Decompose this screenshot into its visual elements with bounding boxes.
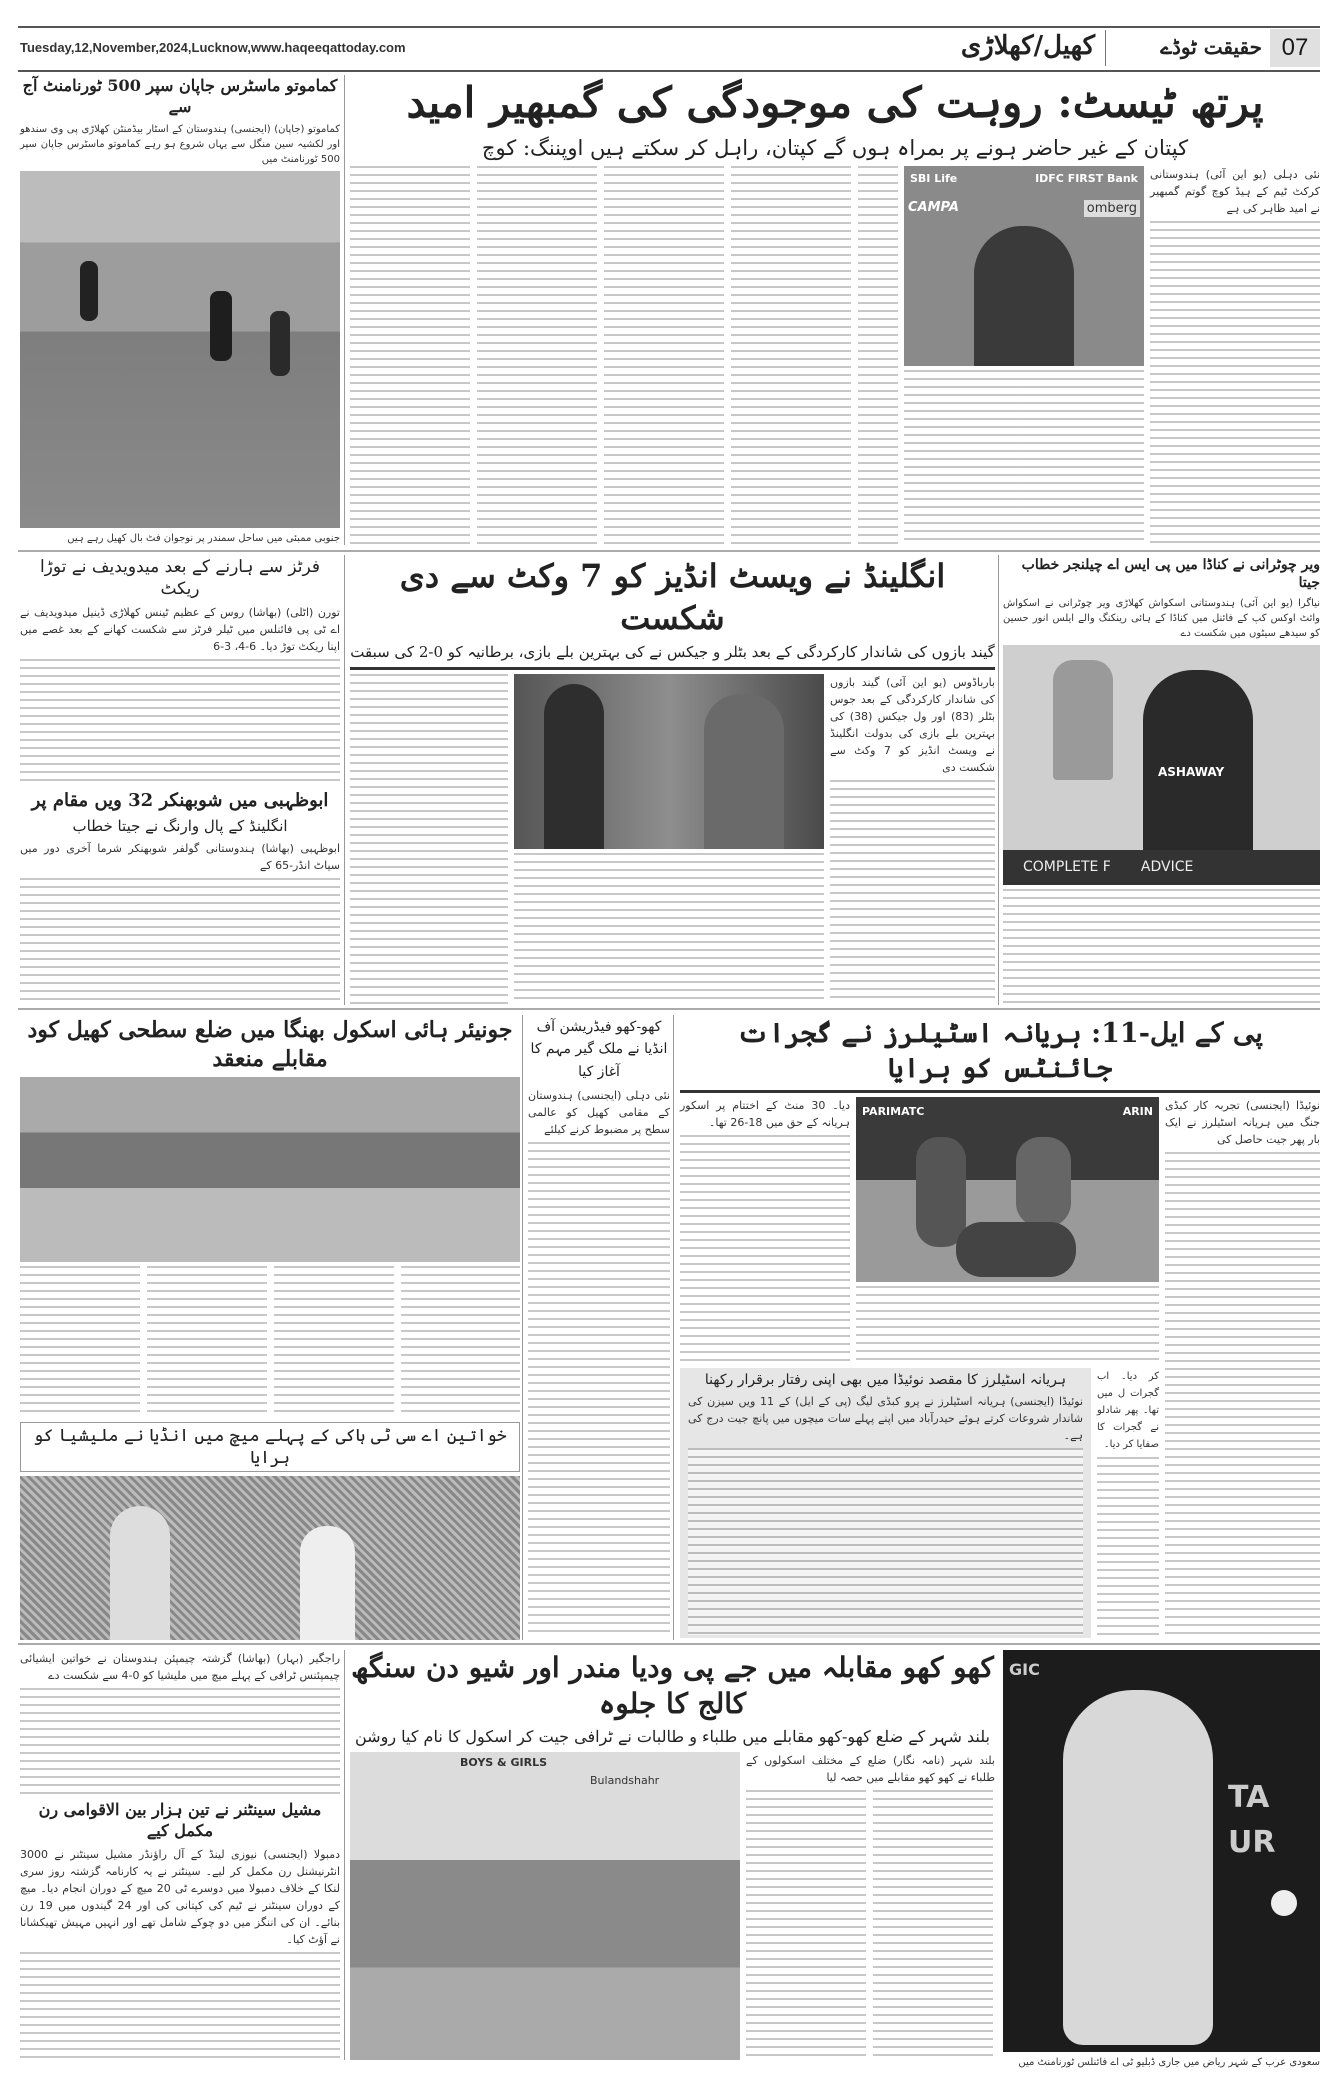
- article-body-text: [20, 878, 340, 1004]
- england-columns: [350, 674, 995, 1004]
- headline-santner: مشیل سینٹنر نے تین ہزار بین الاقوامی رن مکمل کیے: [38, 1800, 322, 1840]
- lead-subhead: کپتان کے غیر حاضر ہونے پر بمراہ ہوں گے کپتان، راہل کر سکتے ہیں اوپننگ: کوچ: [481, 135, 1189, 160]
- column-divider: [673, 1015, 674, 1640]
- column-divider: [344, 75, 345, 545]
- kumamoto-article: [20, 76, 340, 546]
- sponsor-text: SBI Life: [910, 171, 958, 185]
- khokho-text-column: [746, 1752, 995, 2060]
- lead-body-text: [1150, 221, 1320, 546]
- chotrani-trophy-photo: [1003, 645, 1320, 885]
- arena-text: ARIN: [1122, 1105, 1153, 1119]
- banner: [1003, 850, 1320, 885]
- column-divider: [344, 1650, 345, 2060]
- rule: [350, 667, 995, 670]
- subhead-khokho: بلند شہر کے ضلع کھو-کھو مقابلے میں طلباء و طالبات نے ٹرافی جیت کر اسکول کا نام کیا روشن: [355, 1726, 990, 1746]
- headline-chotrani: ویر چوٹرانی نے کناڈا میں پی ایس اے چیلنجر خطاب جیتا: [1021, 557, 1320, 592]
- lead-column: [1150, 166, 1320, 546]
- headline-fritz: فرٹز سے ہارنے کے بعد میدویدیف نے توڑا ریکٹ: [39, 557, 321, 600]
- article-body: دیا۔ 30 منٹ کے اختتام پر اسکور ہریانہ کے حق میں 18-26 تھا۔: [680, 1099, 850, 1130]
- lead-article: [350, 76, 1320, 546]
- section-rule: [18, 1008, 1320, 1010]
- article-body-text: [20, 1688, 340, 1796]
- banner-text: UR: [1228, 1825, 1276, 1860]
- lead-body-columns: [350, 166, 898, 546]
- left-column-band2: [20, 556, 340, 1004]
- headline-khokho: کھو کھو مقابلہ میں جے پی ودیا مندر اور شیو دن سنگھ کالج کا جلوہ: [351, 1651, 994, 1721]
- hockey-photo: [20, 1476, 520, 1640]
- article-body-text: [830, 780, 995, 1004]
- pkl-main-area: [680, 1097, 1159, 1638]
- box-body-text: [688, 1448, 1083, 1635]
- kabaddi-photo: [856, 1097, 1159, 1282]
- arena-text: PARIMATC: [862, 1105, 925, 1119]
- top-rule: [18, 26, 1320, 28]
- headline-england: انگلینڈ نے ویسٹ انڈیز کو 7 وکٹ سے دی شکست: [399, 557, 946, 637]
- article-body-columns: [20, 1266, 520, 1416]
- article-body: راجگیر (بہار) (بھاشا) گزشتہ چیمپئن ہندوستان نے خواتین ایشیائی چیمپئنس ٹرافی کے پہلے میچ میں ملیشیا کو 0-4 سے شکست دے: [20, 1652, 340, 1682]
- sponsor-text: IDFC FIRST Bank: [1035, 171, 1138, 185]
- headline-pkl: پی کے ایل-11: ہریانہ اسٹیلرز نے گجرات جائنٹس کو ہرایا: [737, 1018, 1263, 1085]
- article-body: تورن (اٹلی) (بھاشا) روس کے عظیم ٹینس کھلاڑی ڈینیل میدویدیف نے اے ٹی پی فائنلس میں ٹیلر فرٹز سے شکست کھانے کے بعد غصے میں اپنا ریکٹ توڑ دیا۔ 6-4، 3-6: [20, 606, 340, 654]
- banner-text: GIC: [1009, 1660, 1040, 1679]
- khokho-columns: [350, 1752, 995, 2060]
- article-body-columns: [746, 1790, 995, 2060]
- photo-caption: جنوبی ممبئی میں ساحل سمندر پر نوجوان فٹ بال کھیل رہے ہیں: [67, 533, 340, 544]
- banner-text: BOYS & GIRLS: [460, 1755, 548, 1769]
- subhead-england: گیند بازوں کی شاندار کارکردگی کے بعد بٹلر و جیکس نے کی بہترین بلے بازی، برطانیہ کو 0-2 کی سبقت: [350, 643, 995, 662]
- article-body-text: [1003, 889, 1320, 1004]
- pkl-columns: [680, 1097, 1320, 1638]
- lead-body: نئی دہلی (یو این آئی) ہندوستانی کرکٹ ٹیم کے ہیڈ کوچ گوتم گمبھیر نے امید ظاہر کی ہے: [1150, 167, 1320, 215]
- pkl-photo-column: [856, 1097, 1159, 1364]
- article-body-text: [514, 853, 824, 1004]
- headline-khokho-federation: کھو-کھو فیڈریشن آف انڈیا نے ملک گیر مہم کا آغاز کیا: [530, 1019, 668, 1080]
- england-column: [830, 674, 995, 1004]
- lead-body-text: [904, 370, 1144, 546]
- article-body-text: [856, 1286, 1159, 1364]
- header-bottom-rule: [18, 70, 1320, 72]
- article-body: بارباڈوس (یو این آئی) گیند بازوں کی شاندار کارکردگی کے بعد جوس بٹلر (83) اور ول جیکس (38) کی بہترین بلے بازی کی بدولت انگلینڈ نے ویسٹ انڈیز کو 7 وکٹ سے شکست دی: [830, 675, 995, 774]
- sponsor-text: CAMPA: [908, 199, 959, 215]
- column-divider: [998, 555, 999, 1005]
- section-title: کھیل/کھلاڑی: [960, 31, 1095, 61]
- box-body: نوئیڈا (ایجنسی) ہریانہ اسٹیلرز نے پرو کبڈی لیگ (پی کے ایل) کے 11 ویں سیزن کی شاندار شروعات کرتے ہوئے حیدرآباد میں اپنے پہلے سات میچوں میں پانچ جیت درج کی ہے۔: [688, 1395, 1084, 1443]
- article-body: نیاگرا (یو این آئی) ہندوستانی اسکواش کھلاڑی ویر چوٹرانی نے اسکواش وائٹ اوکس کپ کے فائنل میں کناڈا کے ہائی رینکنگ والے ایلس انور حسین کو سیدھے سیٹوں میں شکست دے: [1003, 598, 1320, 640]
- rule: [680, 1090, 1320, 1093]
- pkl-article: [680, 1016, 1320, 1638]
- article-body: کماموتو (جاپان) (ایجنسی) ہندوستان کے اسٹار بیڈمنٹن کھلاڑی پی وی سندھو اور لکشیہ سین منگل سے یہاں شروع ہو رہے کماموتو ماسٹرس جاپان سپر 500 ٹورنامنٹ میں: [20, 123, 340, 165]
- tennis-player-photo: [1003, 1650, 1320, 2052]
- article-body-text: [528, 1142, 670, 1638]
- headline-kumamoto: کماموتو ماسٹرس جاپان سپر 500 ٹورنامنٹ آج سے: [22, 76, 338, 116]
- bottom-left-column: [20, 1650, 340, 2060]
- khokho-federation-article: [528, 1016, 670, 1638]
- article-body-text: [350, 674, 508, 1004]
- article-body: دمبولا (ایجنسی) نیوزی لینڈ کے آل راؤنڈر مشیل سینٹنر نے 3000 انٹرنیشنل رن مکمل کر لیے۔ سینٹنر نے یہ کارنامہ گزشتہ روز سری لنکا کے خلاف دمبولا میں دوسرے ٹی 20 میچ کے دوران انجام دیا۔ میچ کے دوران سینٹنر نے ٹیم کی کپتانی کی اور 24 گیندوں میں 19 رن بنائے۔ ان کی اننگز میں دو چوکے شامل تھے اور انہیں مہیش تھیکشانا نے آؤٹ کیا۔: [20, 1847, 341, 1946]
- khokho-article: [350, 1650, 995, 2060]
- england-article: [350, 556, 995, 1004]
- article-body-text: [20, 659, 340, 785]
- article-body-text: [1165, 1152, 1320, 1638]
- subhead-abudhabi: انگلینڈ کے پال وارنگ نے جیتا خطاب: [72, 816, 288, 835]
- pkl-sidebar-box: [680, 1368, 1091, 1638]
- article-body-text: [1097, 1457, 1159, 1638]
- headline-hockey: خواتین اے سی ٹی ہاکی کے پہلے میچ میں انڈیا نے ملیشیا کو ہرایا: [20, 1422, 520, 1472]
- cricket-photo: [514, 674, 824, 849]
- section-rule: [18, 550, 1320, 552]
- dateline: Tuesday,12,November,2024,Lucknow,www.haqeeqattoday.com: [20, 40, 406, 55]
- junior-article: [20, 1016, 520, 1416]
- pkl-upper-row: [680, 1097, 1159, 1364]
- banner-text: Bulandshahr: [590, 1773, 660, 1787]
- shirt-text: ASHAWAY: [1158, 765, 1225, 780]
- beach-football-photo: [20, 171, 340, 528]
- chotrani-article: [1003, 556, 1320, 1004]
- paper-logo: حقیقت ٹوڈے: [1160, 35, 1262, 59]
- pkl-right-column: [1165, 1097, 1320, 1638]
- lead-headline: پرتھ ٹیسٹ: روہت کی موجودگی کی گمبھیر امید: [406, 78, 1264, 127]
- page-number: 07: [1270, 29, 1320, 67]
- box-headline: ہریانہ اسٹیلرز کا مقصد نوئیڈا میں بھی اپنی رفتار برقرار رکھنا: [704, 1372, 1067, 1388]
- column-divider: [344, 555, 345, 1005]
- column-divider: [522, 1015, 523, 1640]
- lead-columns: [350, 166, 1320, 546]
- section-rule: [18, 1643, 1320, 1645]
- article-body-text: [680, 1135, 850, 1364]
- hockey-article: [20, 1422, 520, 1640]
- school-sports-photo: [20, 1077, 520, 1262]
- article-body: بلند شہر (نامہ نگار) ضلع کے مختلف اسکولوں کے طلباء نے کھو کھو مقابلے میں حصہ لیا: [746, 1753, 995, 1784]
- article-body: نئی دہلی (ایجنسی) ہندوستان کے مقامی کھیل کو عالمی سطح پر مضبوط کرنے کیلئے: [528, 1089, 670, 1137]
- gambhir-press-photo: [904, 166, 1144, 366]
- banner-text: TA: [1228, 1780, 1270, 1815]
- photo-caption: سعودی عرب کے شہر ریاض میں جاری ڈبلیو ٹی اے فائنلس ٹورنامنٹ میں: [1018, 2057, 1320, 2068]
- pkl-side-column: [1097, 1368, 1159, 1638]
- banner-text: ADVICE: [1140, 859, 1194, 876]
- khokho-team-photo: [350, 1752, 740, 2060]
- divider: [1105, 30, 1106, 66]
- article-body: ابوظہبی (بھاشا) ہندوستانی گولفر شوبھنکر شرما آخری دور میں سیاٹ انڈر-65 کے: [20, 842, 340, 873]
- article-body: نوئیڈا (ایجنسی) تجربہ کار کبڈی جنگ میں ہریانہ اسٹیلرز نے ایک بار پھر جیت حاصل کی: [1165, 1099, 1320, 1147]
- lead-photo-column: [904, 166, 1144, 546]
- pkl-lower-row: [680, 1368, 1159, 1638]
- sponsor-text: omberg: [1084, 200, 1140, 217]
- banner-text: COMPLETE F: [1023, 859, 1111, 876]
- tennis-photo-block: [1003, 1650, 1320, 2070]
- pkl-left-column: [680, 1097, 850, 1364]
- headline-junior: جونیئر ہائی اسکول بھنگا میں ضلع سطحی کھیل کود مقابلے منعقد: [27, 1017, 513, 1072]
- headline-abudhabi: ابوظہبی میں شوبھنکر 32 ویں مقام پر: [31, 790, 329, 812]
- article-body-text: [20, 1952, 340, 2060]
- england-photo-column: [514, 674, 824, 1004]
- article-body: کر دیا۔ اب گجرات ل میں تھا۔ پھر شادلو نے گجرات کا صفایا کر دیا۔: [1097, 1371, 1159, 1450]
